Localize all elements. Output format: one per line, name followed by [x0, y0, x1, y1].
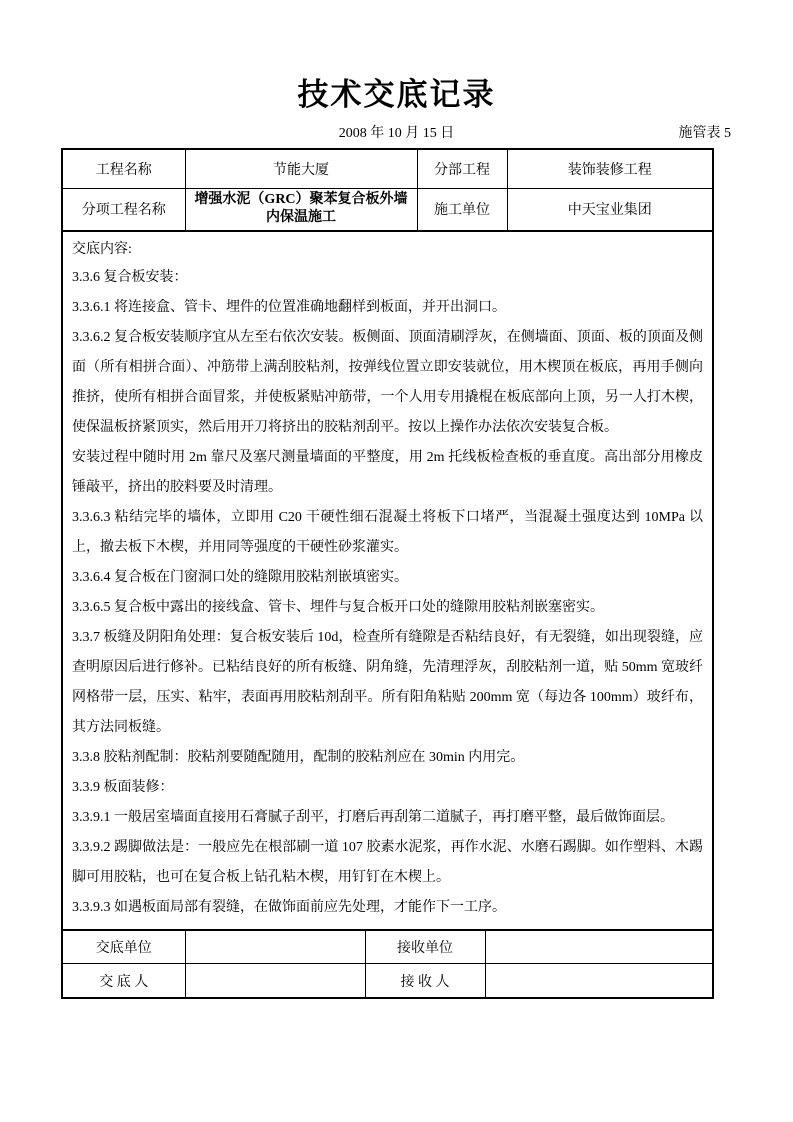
content-paragraph: 3.3.6 复合板安装：	[72, 270, 188, 286]
project-info-table	[63, 150, 712, 231]
construction-unit-value: 中天宝业集团	[507, 188, 712, 231]
table-row	[63, 150, 712, 188]
project-name-value: 节能大厦	[185, 150, 417, 188]
content-paragraph: 3.3.9.3 如遇板面局部有裂缝，在做饰面前应先处理，才能作下一工序。	[72, 900, 506, 916]
receiver-label: 接 收 人	[365, 964, 485, 997]
content-paragraph: 3.3.6.5 复合板中露出的接线盒、管卡、埋件与复合板开口处的缝隙用胶粘剂嵌塞密实。	[72, 600, 604, 616]
discloser-label: 交 底 人	[63, 964, 185, 997]
page-title: 技术交底记录	[297, 77, 496, 113]
table-row	[63, 931, 712, 964]
project-name-label: 工程名称	[63, 150, 185, 188]
content-paragraph: 3.3.9 板面装修：	[72, 780, 174, 796]
content-paragraph: 3.3.6.1 将连接盒、管卡、埋件的位置准确地翻样到板面，并开出洞口。	[72, 300, 506, 316]
disclosing-unit-value[interactable]	[185, 931, 365, 964]
discloser-value[interactable]	[185, 964, 365, 997]
division-work-label: 分部工程	[417, 150, 507, 188]
receiving-unit-value[interactable]	[485, 931, 712, 964]
signature-section	[63, 930, 712, 997]
content-paragraph: 3.3.6.2 复合板安装顺序宜从左至右依次安装。板侧面、顶面清刷浮灰，在侧墙面、顶面、板的顶面及侧面（所有相拼合面）、冲筋带上满刮胶粘剂，按弹线位置立即安装就位，用木楔顶在板底，再用手侧向推挤，使所有相拼合面冒浆，并使板紧贴冲筋带，一个人用专用撬棍在板底部向上顶，另一人打木楔，使保温板挤紧顶实，然后用开刀将挤出的胶粘剂刮平。按以上操作办法依次安装复合板。	[72, 330, 703, 436]
construction-unit-label: 施工单位	[417, 188, 507, 231]
subitem-name-label: 分项工程名称	[63, 188, 185, 231]
content-paragraph: 3.3.6.3 粘结完毕的墙体，立即用 C20 干硬性细石混凝土将板下口堵严，当混凝土强度达到 10MPa 以上，撤去板下木楔，并用同等强度的干硬性砂浆灌实。	[72, 510, 703, 556]
content-paragraph: 3.3.8 胶粘剂配制：胶粘剂要随配随用，配制的胶粘剂应在 30min 内用完。	[72, 750, 525, 766]
receiving-unit-label: 接收单位	[365, 931, 485, 964]
content-paragraph: 3.3.7 板缝及阴阳角处理：复合板安装后 10d，检查所有缝隙是否粘结良好，有无裂缝，如出现裂缝，应查明原因后进行修补。已粘结良好的所有板缝、阴角缝，先清理浮灰，刮胶粘剂一道，贴 50mm 宽玻纤网格带一层，压实、粘牢，表面再用胶粘剂刮平。所有阳角粘贴 200mm 宽（每边各 100mm）玻纤布，其方法同板缝。	[72, 630, 703, 736]
date-bar	[0, 124, 793, 144]
document-frame	[61, 148, 714, 999]
content-paragraph: 3.3.9.2 踢脚做法是：一般应先在根部刷一道 107 胶素水泥浆，再作水泥、水磨石踢脚。如作塑料、木踢脚可用胶粘，也可在复合板上钻孔粘木楔，用钉钉在木楔上。	[72, 840, 703, 886]
signature-table	[63, 930, 712, 997]
content-paragraph: 3.3.6.4 复合板在门窗洞口处的缝隙用胶粘剂嵌填密实。	[72, 570, 408, 586]
table-row	[63, 964, 712, 997]
document-date: 2008 年 10 月 15 日	[338, 126, 455, 141]
table-row	[63, 188, 712, 231]
division-work-value: 装饰装修工程	[507, 150, 712, 188]
disclosing-unit-label: 交底单位	[63, 931, 185, 964]
disclosure-content	[63, 231, 712, 930]
content-heading: 交底内容:	[72, 242, 132, 258]
content-paragraph: 安装过程中随时用 2m 靠尺及塞尺测量墙面的平整度，用 2m 托线板检查板的垂直度。高出部分用橡皮锤敲平，挤出的胶料要及时清理。	[72, 450, 703, 496]
form-number: 施管表 5	[678, 126, 731, 141]
content-paragraph: 3.3.9.1 一般居室墙面直接用石膏腻子刮平，打磨后再刮第二道腻子，再打磨平整，最后做饰面层。	[72, 810, 674, 826]
subitem-name-value: 增强水泥（GRC）聚苯复合板外墙内保温施工	[185, 188, 417, 231]
receiver-value[interactable]	[485, 964, 712, 997]
